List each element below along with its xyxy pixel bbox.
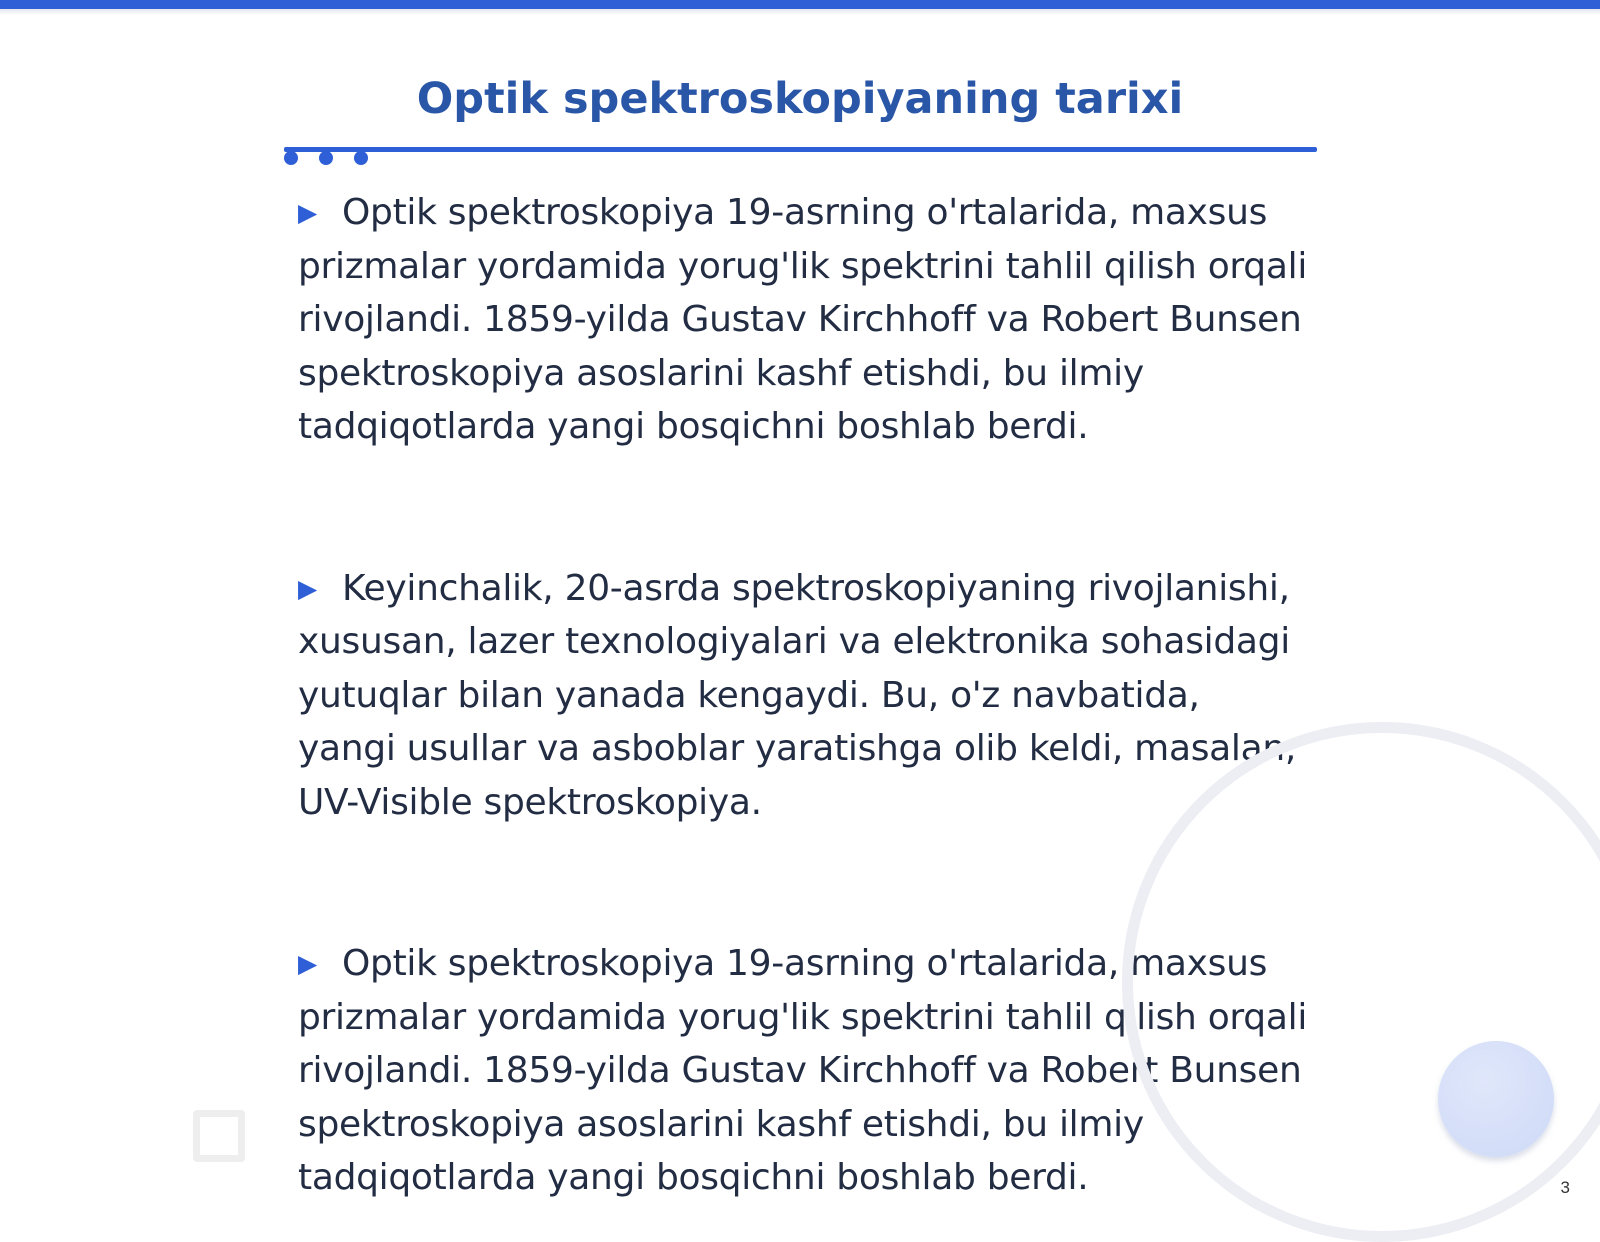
- bullet-text: Keyinchalik, 20-asrda spektroskopiyaning rivojlanishi, xususan, lazer texnologiyalari va elektronika sohasidagi yutuqlar bilan yanada kengaydi. Bu, o'z navbatida, yangi usullar va asboblar yaratishga olib keldi, masalan, UV-Visible spektroskopiya.: [298, 567, 1297, 823]
- bullet-text: Optik spektroskopiya 19-asrning o'rtalarida, maxsus prizmalar yordamida yorug'lik spektrini tahlil qilish orqali rivojlandi. 1859-yilda Gustav Kirchhoff va Robert Bunsen spektroskopiya asoslarini kashf etishdi, bu ilmiy tadqiqotlarda yangi bosqichni boshlab berdi.: [298, 192, 1308, 447]
- underline-dot: [284, 151, 298, 165]
- slide-title: Optik spektroskopiyaning tarixi: [416, 74, 1184, 124]
- bullet-item: [298, 562, 1308, 830]
- bullet-text: Optik spektroskopiya 19-asrning o'rtalarida, maxsus prizmalar yordamida yorug'lik spektrini tahlil qilish orqali rivojlandi. 1859-yilda Gustav Kirchhoff va Robert Bunsen spektroskopiya asoslarini kashf etishdi, bu ilmiy tadqiqotlarda yangi bosqichni boshlab berdi.: [298, 943, 1308, 1198]
- underline-dot: [354, 151, 368, 165]
- triangle-right-icon: ▶: [298, 949, 317, 978]
- title-underline: [284, 147, 1317, 152]
- decorative-square: [193, 1110, 245, 1162]
- underline-dot: [319, 151, 333, 165]
- top-accent-bar: [0, 0, 1600, 9]
- page-number: 3: [1560, 1178, 1570, 1197]
- decorative-circle: [1438, 1041, 1554, 1157]
- bullet-item: [298, 186, 1308, 454]
- triangle-right-icon: ▶: [298, 198, 317, 227]
- triangle-right-icon: ▶: [298, 573, 317, 603]
- top-bar-shadow: [0, 9, 1600, 15]
